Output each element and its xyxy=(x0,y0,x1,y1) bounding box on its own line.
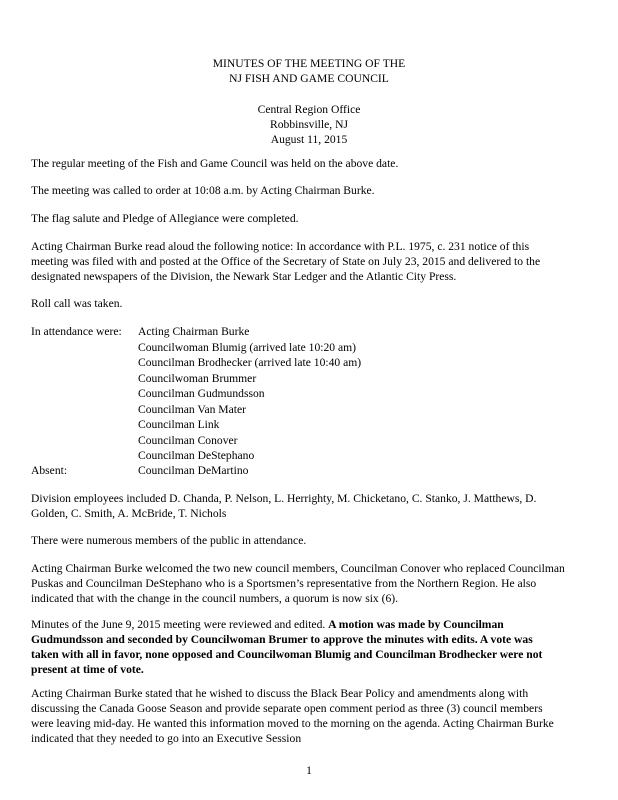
minutes-line-1-bold: A motion was made by Councilman xyxy=(328,618,504,631)
document-title xyxy=(0,56,618,86)
pledge-paragraph: The flag salute and Pledge of Allegiance were completed. xyxy=(31,212,299,225)
title-line-2: NJ FISH AND GAME COUNCIL xyxy=(229,72,389,85)
minutes-line-2: Gudmundsson and seconded by Councilwoman Brumer to approve the minutes with edits. A vote was xyxy=(31,633,533,646)
public-paragraph: There were numerous members of the public in attendance. xyxy=(31,534,307,547)
attendance-label: In attendance were: xyxy=(31,325,122,338)
notice-line-1: Acting Chairman Burke read aloud the following notice: In accordance with P.L. 1975, c. 231 notice of this xyxy=(31,240,530,253)
employees-line-1: Division employees included D. Chanda, P. Nelson, L. Herrighty, M. Chicketano, C. Stanko, J. Matthews, D. xyxy=(31,492,537,505)
notice-paragraph xyxy=(31,239,591,284)
location-line-2: Robbinsville, NJ xyxy=(270,118,348,131)
intro-paragraph: The regular meeting of the Fish and Game Council was held on the above date. xyxy=(31,157,399,170)
minutes-line-3: taken with all in favor, none opposed and Councilwoman Blumig and Councilman Brodhecker were not xyxy=(31,648,543,661)
welcome-paragraph xyxy=(31,561,591,606)
bear-line-2: discussing the Canada Goose Season and provide separate open comment period as three (3) council members xyxy=(31,702,543,715)
black-bear-paragraph xyxy=(31,686,591,746)
minutes-line-1-plain: Minutes of the June 9, 2015 meeting were reviewed and edited. xyxy=(31,618,329,631)
location-line-1: Central Region Office xyxy=(257,103,361,116)
meeting-location-block xyxy=(0,102,618,147)
employees-paragraph xyxy=(31,491,591,521)
call-to-order-paragraph: The meeting was called to order at 10:08 a.m. by Acting Chairman Burke. xyxy=(31,184,375,197)
notice-line-3: designated newspapers of the Division, the Newark Star Ledger and the Atlantic City Press. xyxy=(31,270,457,283)
attendee-item: Councilwoman Brummer xyxy=(138,371,257,385)
page-number: 1 xyxy=(306,764,312,777)
welcome-line-1: Acting Chairman Burke welcomed the two new council members, Councilman Conover who replaced Councilman xyxy=(31,562,565,575)
attendee-item: Councilman Link xyxy=(138,418,220,431)
minutes-approval-paragraph xyxy=(31,617,591,677)
roll-call-paragraph: Roll call was taken. xyxy=(31,297,123,310)
employees-line-2: Golden, C. Smith, A. McBride, T. Nichols xyxy=(31,507,227,520)
notice-line-2: meeting was filed with and posted at the Office of the Secretary of State on July 23, 2015 and delivered to the xyxy=(31,255,541,268)
minutes-line-1 xyxy=(31,617,591,632)
bear-line-1: Acting Chairman Burke stated that he wished to discuss the Black Bear Policy and amendments along with xyxy=(31,687,529,700)
absent-label: Absent: xyxy=(31,464,68,477)
minutes-line-4: present at time of vote. xyxy=(31,663,144,676)
attendee-item: Councilman Conover xyxy=(138,433,238,447)
attendee-item: Councilman Van Mater xyxy=(138,402,246,416)
welcome-line-2: Puskas and Councilman DeStephano who is a Sportsmen’s representative from the Northern Region. He also xyxy=(31,577,537,590)
attendee-item: Councilman DeStephano xyxy=(138,449,255,462)
attendance-list xyxy=(138,324,361,464)
attendee-item: Councilwoman Blumig (arrived late 10:20 am) xyxy=(138,340,356,354)
attendee-item: Acting Chairman Burke xyxy=(138,325,250,338)
title-line-1: MINUTES OF THE MEETING OF THE xyxy=(212,57,406,70)
welcome-line-3: indicated that with the change in the council numbers, a quorum is now six (6). xyxy=(31,592,399,605)
bear-line-3: were leaving mid-day. He wanted this information moved to the morning on the agenda. Acting Chairman Burke xyxy=(31,717,554,730)
absent-member: Councilman DeMartino xyxy=(138,464,249,477)
attendee-item: Councilman Gudmundsson xyxy=(138,387,265,400)
bear-line-4: indicated that they needed to go into an Executive Session xyxy=(31,732,302,745)
meeting-date: August 11, 2015 xyxy=(270,133,348,146)
attendee-item: Councilman Brodhecker (arrived late 10:40 am) xyxy=(138,356,362,369)
